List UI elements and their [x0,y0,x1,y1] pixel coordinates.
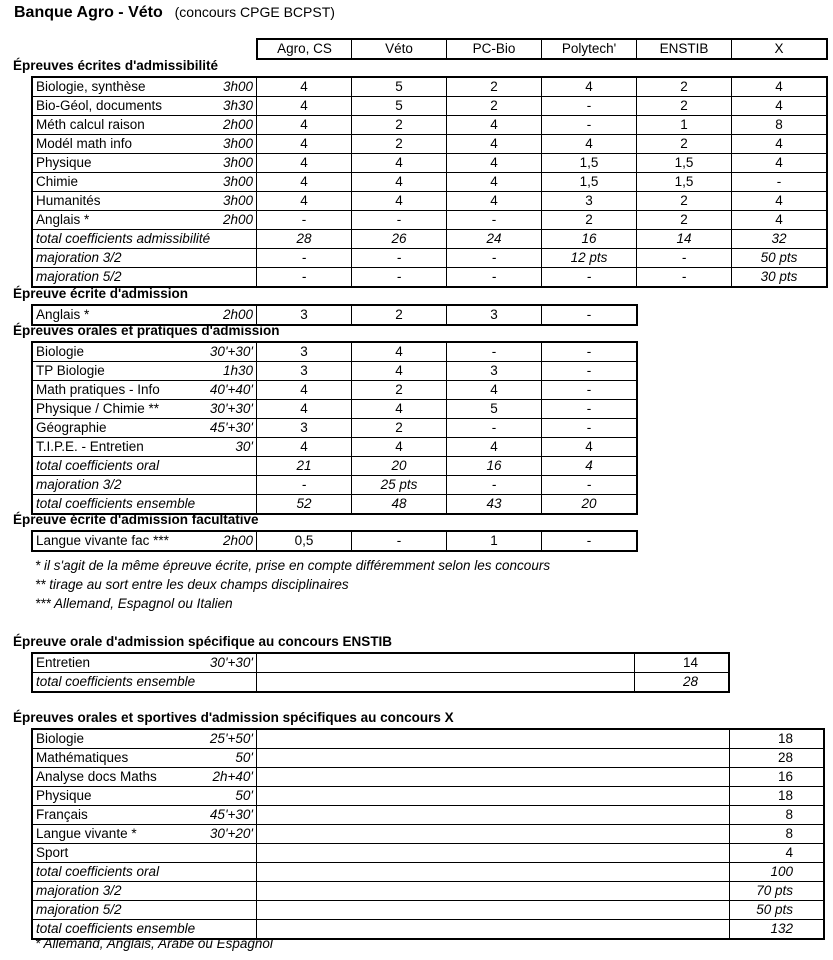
blank-cell [256,824,729,843]
row-duration: 3h00 [181,191,256,210]
table-facultative [31,530,638,552]
row-label: Sport [31,843,181,862]
value-cell: - [446,248,541,267]
value-cell: 50 pts [729,900,823,919]
row-label: Physique [31,786,181,805]
note-3: *** Allemand, Espagnol ou Italien [35,596,233,611]
row-duration: 45'+30' [181,418,256,437]
row-label: Biologie [31,341,181,361]
row-label: Chimie [31,172,181,191]
value-cell: 4 [256,172,351,191]
blank-cell [256,672,634,691]
value-cell: 4 [731,153,826,172]
value-cell: 1,5 [636,153,731,172]
value-cell: - [541,475,636,494]
value-cell: 14 [636,229,731,248]
value-cell: 2 [446,76,541,96]
value-cell: 4 [351,191,446,210]
value-cell: 2 [636,191,731,210]
value-cell: - [446,210,541,229]
row-label: Math pratiques - Info [31,380,181,399]
value-cell: 3 [541,191,636,210]
section-ecrites-title: Épreuves écrites d'admissibilité [13,58,219,73]
value-cell: 18 [729,728,823,748]
table-x [31,728,825,940]
table-enstib [31,652,730,693]
blank-cell [256,805,729,824]
column-header: ENSTIB [636,38,731,58]
row-duration: 40'+40' [181,380,256,399]
row-duration [181,843,256,862]
row-duration [181,672,256,691]
row-duration: 30'+30' [181,652,256,672]
value-cell: 28 [729,748,823,767]
row-duration: 45'+30' [181,805,256,824]
row-label: Physique / Chimie ** [31,399,181,418]
value-cell: 2 [636,76,731,96]
value-cell: - [541,399,636,418]
row-duration: 3h00 [181,134,256,153]
row-label: Physique [31,153,181,172]
value-cell: - [541,530,636,550]
value-cell: 4 [446,153,541,172]
value-cell: - [351,530,446,550]
row-duration [181,456,256,475]
row-label: TP Biologie [31,361,181,380]
value-cell: 4 [446,172,541,191]
value-cell: 50 pts [731,248,826,267]
value-cell: - [541,96,636,115]
row-duration: 30'+30' [181,399,256,418]
value-cell: 2 [351,134,446,153]
value-cell: - [541,115,636,134]
page-title [14,4,335,22]
row-label: T.I.P.E. - Entretien [31,437,181,456]
row-label: Méth calcul raison [31,115,181,134]
row-label: total coefficients oral [31,456,181,475]
row-duration [181,494,256,513]
blank-cell [256,786,729,805]
value-cell: 3 [256,304,351,324]
blank-cell [256,843,729,862]
value-cell: 4 [446,115,541,134]
value-cell: 14 [634,652,728,672]
row-duration: 3h00 [181,172,256,191]
blank-cell [256,652,634,672]
value-cell: 8 [731,115,826,134]
value-cell: 16 [541,229,636,248]
row-label: Modél math info [31,134,181,153]
value-cell: 4 [731,210,826,229]
value-cell: 4 [256,437,351,456]
value-cell: 1,5 [541,172,636,191]
row-duration: 2h00 [181,210,256,229]
value-cell: 4 [256,76,351,96]
value-cell: 43 [446,494,541,513]
blank-cell [256,728,729,748]
value-cell: 30 pts [731,267,826,286]
value-cell: - [256,210,351,229]
row-label: Biologie [31,728,181,748]
value-cell: 5 [446,399,541,418]
value-cell: 4 [351,361,446,380]
value-cell: 1 [636,115,731,134]
value-cell: 4 [256,399,351,418]
row-label: majoration 5/2 [31,267,181,286]
table-admissibilite [31,76,828,288]
value-cell: 28 [256,229,351,248]
value-cell: 4 [256,380,351,399]
row-duration: 50' [181,786,256,805]
value-cell: - [256,475,351,494]
table-orales [31,341,638,515]
x-note: * Allemand, Anglais, Arabe ou Espagnol [35,936,273,951]
row-label: total coefficients oral [31,862,181,881]
value-cell: 0,5 [256,530,351,550]
blank-cell [256,881,729,900]
value-cell: 4 [446,134,541,153]
value-cell: 4 [351,341,446,361]
row-duration: 30'+20' [181,824,256,843]
row-duration [181,900,256,919]
row-duration [181,862,256,881]
row-duration: 3h30 [181,96,256,115]
value-cell: - [731,172,826,191]
value-cell: 12 pts [541,248,636,267]
row-duration: 3h00 [181,76,256,96]
column-header-row [256,38,828,60]
value-cell: 18 [729,786,823,805]
column-header: Véto [351,38,446,58]
note-2: ** tirage au sort entre les deux champs disciplinaires [35,577,349,592]
value-cell: 4 [351,172,446,191]
row-duration: 3h00 [181,153,256,172]
section-enstib-title: Épreuve orale d'admission spécifique au concours ENSTIB [13,634,393,649]
value-cell: - [446,475,541,494]
row-label: majoration 3/2 [31,248,181,267]
value-cell: 21 [256,456,351,475]
value-cell: - [541,341,636,361]
value-cell: 70 pts [729,881,823,900]
value-cell: 100 [729,862,823,881]
value-cell: 48 [351,494,446,513]
title-subtitle: (concours CPGE BCPST) [174,4,335,20]
value-cell: - [541,361,636,380]
row-label: total coefficients admissibilité [31,229,181,248]
value-cell: 1,5 [541,153,636,172]
row-label: Mathématiques [31,748,181,767]
row-duration: 2h00 [181,304,256,324]
row-label: Bio-Géol, documents [31,96,181,115]
value-cell: 4 [731,134,826,153]
value-cell: 4 [541,437,636,456]
value-cell: 16 [446,456,541,475]
blank-cell [256,748,729,767]
value-cell: 2 [351,380,446,399]
value-cell: 4 [729,843,823,862]
value-cell: 25 pts [351,475,446,494]
value-cell: 4 [256,153,351,172]
value-cell: 5 [351,96,446,115]
row-label: Géographie [31,418,181,437]
value-cell: 4 [731,76,826,96]
row-label: total coefficients ensemble [31,494,181,513]
value-cell: - [636,267,731,286]
value-cell: 4 [256,191,351,210]
row-label: Entretien [31,652,181,672]
value-cell: 2 [541,210,636,229]
row-label: Anglais * [31,304,181,324]
value-cell: 4 [446,437,541,456]
value-cell: - [446,267,541,286]
row-duration [181,881,256,900]
row-label: Langue vivante fac *** [31,530,181,550]
value-cell: 20 [541,494,636,513]
row-duration [181,248,256,267]
row-label: Français [31,805,181,824]
value-cell: 4 [446,380,541,399]
row-label: majoration 3/2 [31,881,181,900]
value-cell: 2 [636,134,731,153]
value-cell: 26 [351,229,446,248]
value-cell: 2 [351,115,446,134]
value-cell: 4 [256,115,351,134]
value-cell: 1 [446,530,541,550]
value-cell: 4 [541,456,636,475]
row-label: total coefficients ensemble [31,672,181,691]
column-header: Polytech' [541,38,636,58]
value-cell: 4 [351,153,446,172]
row-label: Langue vivante * [31,824,181,843]
value-cell: 28 [634,672,728,691]
value-cell: - [256,248,351,267]
value-cell: 5 [351,76,446,96]
row-duration: 2h00 [181,530,256,550]
row-label: total coefficients ensemble [31,919,181,938]
value-cell: - [351,267,446,286]
value-cell: - [351,248,446,267]
section-facultative-title: Épreuve écrite d'admission facultative [13,512,259,527]
row-duration [181,267,256,286]
row-duration: 25'+50' [181,728,256,748]
value-cell: - [541,418,636,437]
value-cell: 32 [731,229,826,248]
value-cell: 4 [731,191,826,210]
value-cell: 2 [636,210,731,229]
column-header: X [731,38,826,58]
row-label: Humanités [31,191,181,210]
blank-cell [256,919,729,938]
value-cell: 24 [446,229,541,248]
value-cell: 1,5 [636,172,731,191]
value-cell: 4 [731,96,826,115]
value-cell: - [256,267,351,286]
value-cell: 4 [541,76,636,96]
section-ecrite-admission-title: Épreuve écrite d'admission [13,286,189,301]
value-cell: 52 [256,494,351,513]
value-cell: 4 [351,399,446,418]
row-label: Analyse docs Maths [31,767,181,786]
section-orales-title: Épreuves orales et pratiques d'admission [13,323,280,338]
value-cell: 4 [256,134,351,153]
value-cell: 2 [446,96,541,115]
row-duration: 2h+40' [181,767,256,786]
value-cell: - [541,267,636,286]
value-cell: - [636,248,731,267]
row-duration: 1h30 [181,361,256,380]
value-cell: 20 [351,456,446,475]
row-label: majoration 3/2 [31,475,181,494]
blank-cell [256,862,729,881]
row-duration [181,229,256,248]
blank-cell [256,767,729,786]
row-duration: 50' [181,748,256,767]
row-label: Anglais * [31,210,181,229]
section-x-title: Épreuves orales et sportives d'admission spécifiques au concours X [13,710,454,725]
row-duration: 30'+30' [181,341,256,361]
row-duration [181,475,256,494]
value-cell: 2 [351,304,446,324]
value-cell: - [541,304,636,324]
value-cell: 3 [256,361,351,380]
value-cell: 16 [729,767,823,786]
note-1: * il s'agit de la même épreuve écrite, prise en compte différemment selon les concours [35,558,551,573]
value-cell: 3 [256,341,351,361]
blank-cell [256,900,729,919]
value-cell: 3 [446,304,541,324]
row-duration: 2h00 [181,115,256,134]
value-cell: 4 [351,437,446,456]
value-cell: - [351,210,446,229]
value-cell: 8 [729,824,823,843]
column-header: PC-Bio [446,38,541,58]
column-header: Agro, CS [256,38,351,58]
row-label: Biologie, synthèse [31,76,181,96]
value-cell: - [446,418,541,437]
value-cell: - [541,380,636,399]
value-cell: 3 [256,418,351,437]
value-cell: 8 [729,805,823,824]
value-cell: 3 [446,361,541,380]
value-cell: - [446,341,541,361]
value-cell: 4 [256,96,351,115]
value-cell: 132 [729,919,823,938]
row-duration: 30' [181,437,256,456]
value-cell: 2 [636,96,731,115]
value-cell: 4 [541,134,636,153]
value-cell: 4 [446,191,541,210]
value-cell: 2 [351,418,446,437]
row-label: majoration 5/2 [31,900,181,919]
title-main: Banque Agro - Véto [14,4,163,21]
